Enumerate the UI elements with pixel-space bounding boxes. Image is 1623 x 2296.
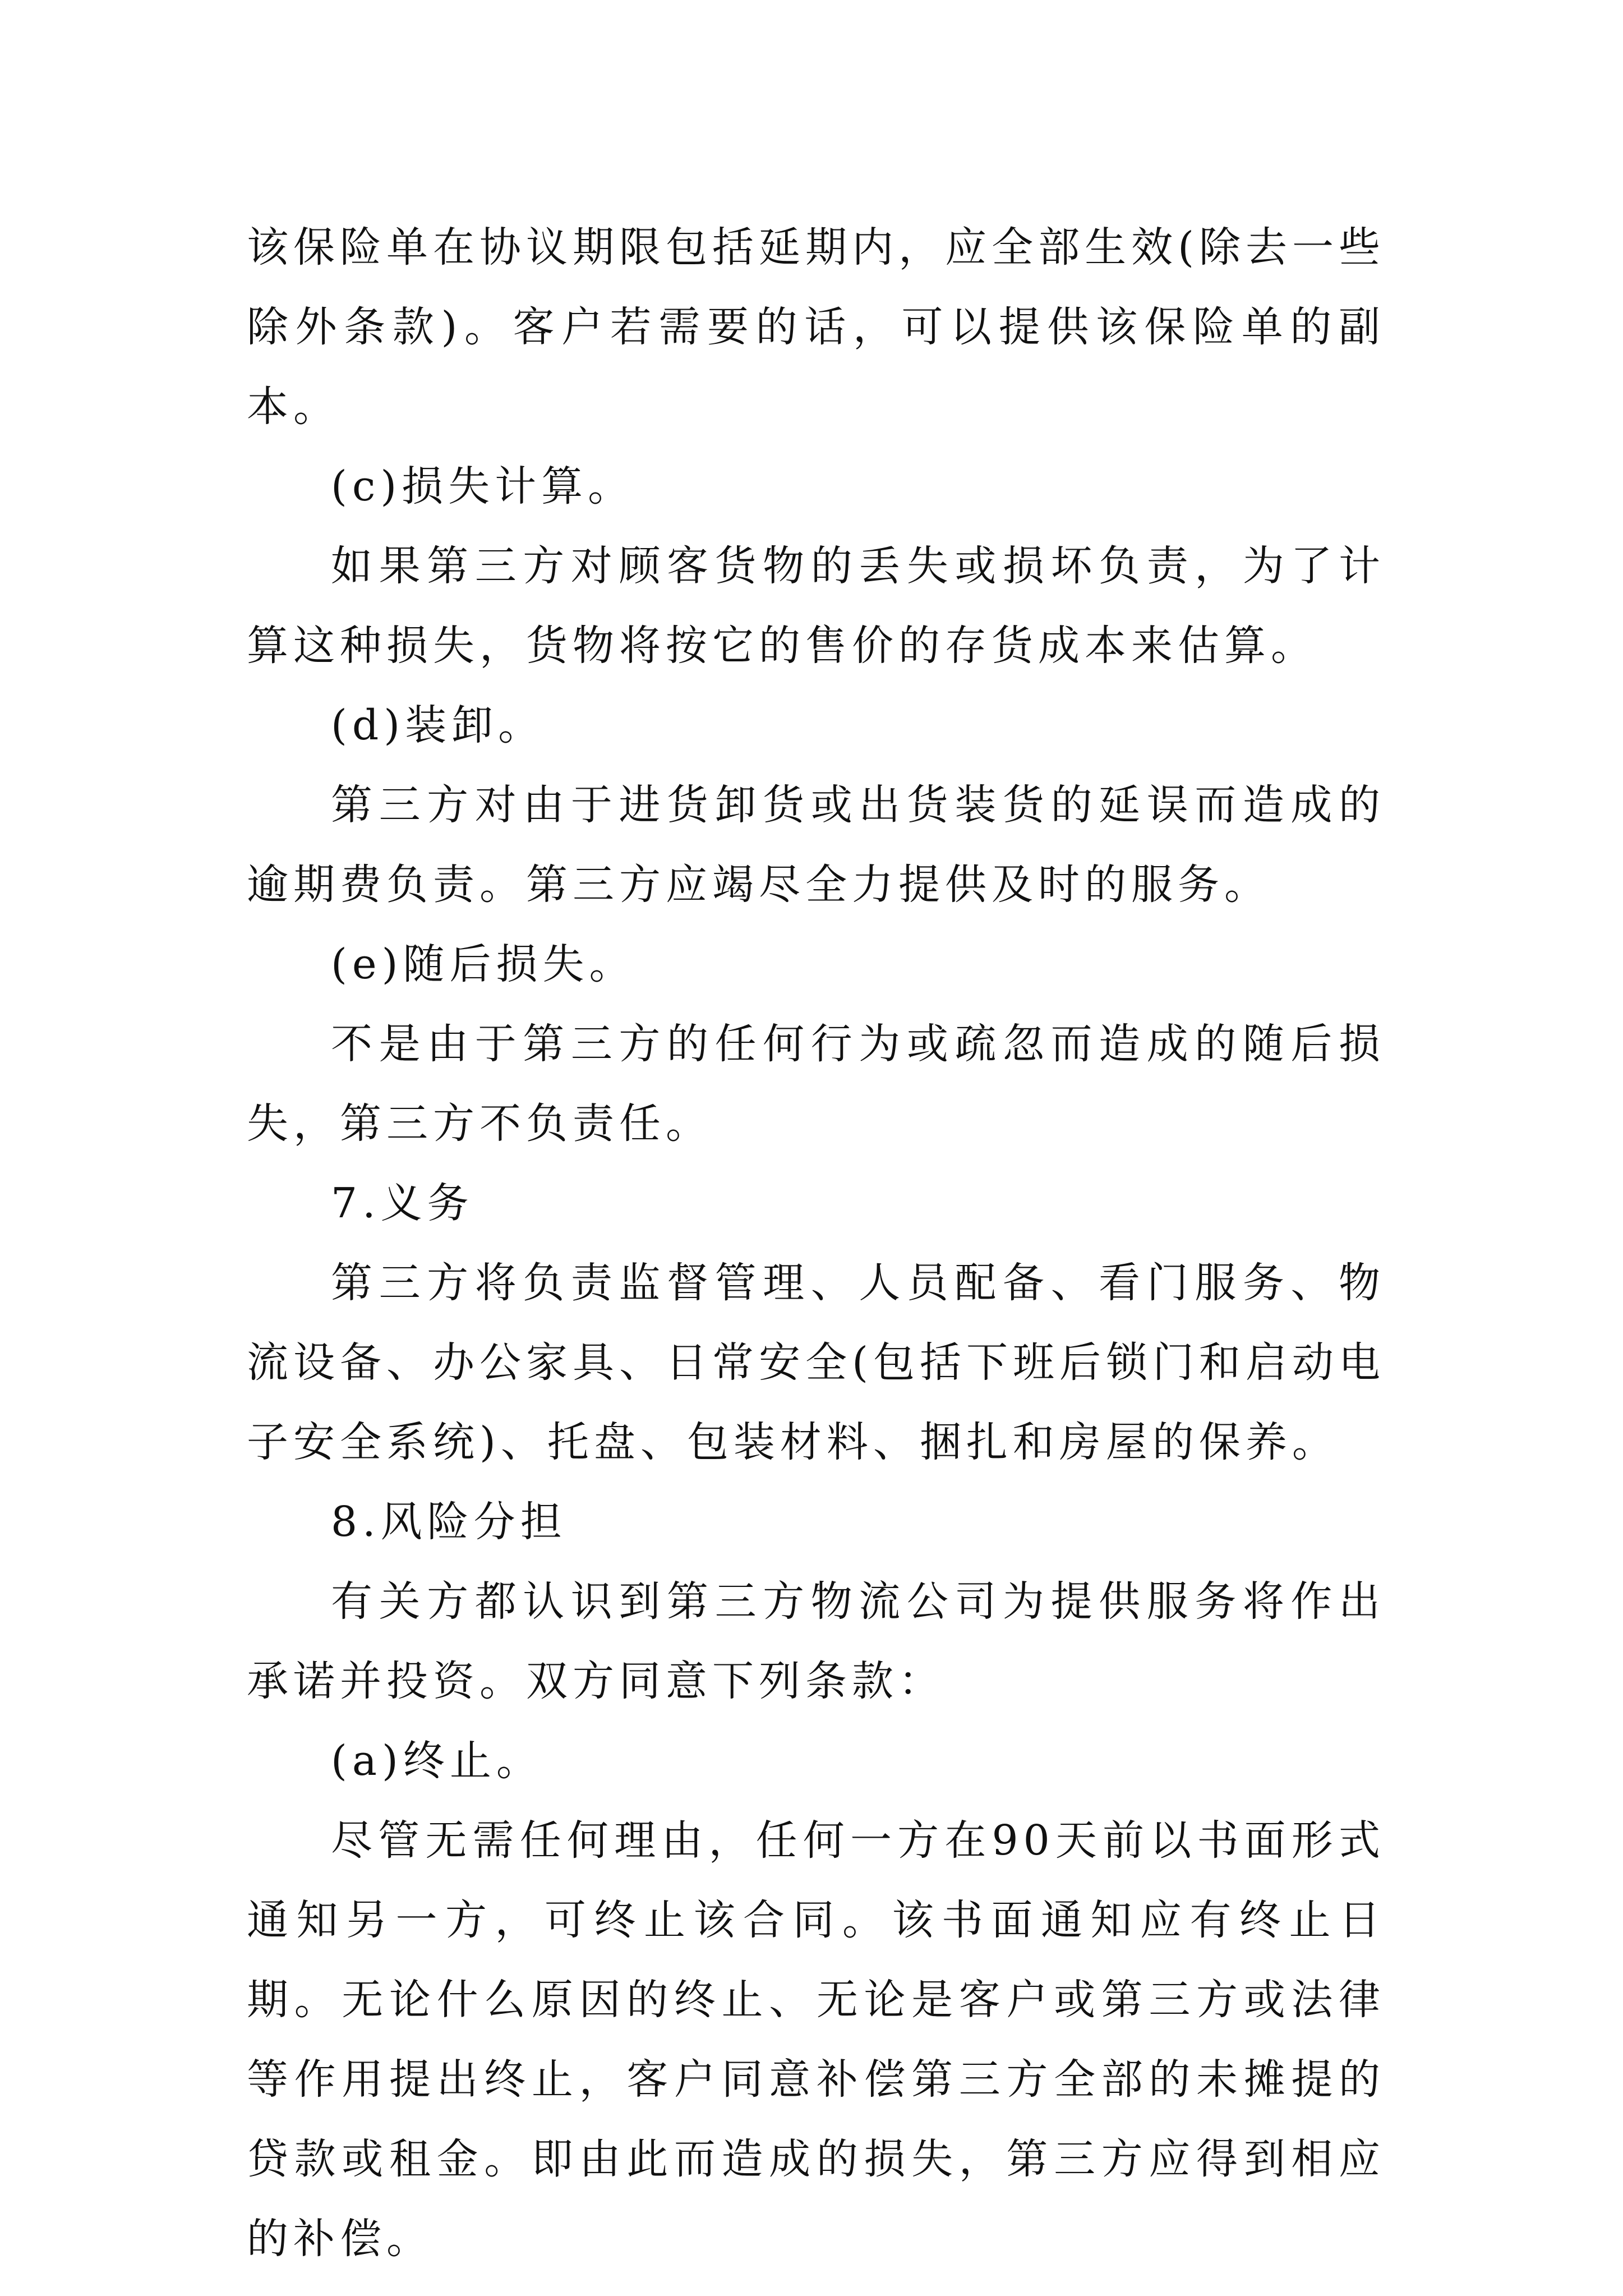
document-body — [247, 208, 1385, 2279]
heading-consequential-loss: (e)随后损失。 — [331, 940, 636, 988]
paragraph-consequential-loss: 不是由于第三方的任何行为或疏忽而造成的随后损失，第三方不负责任。 — [247, 1020, 1385, 1148]
heading-loss-calculation: (c)损失计算。 — [331, 462, 635, 510]
paragraph-insurance-validity: 该保险单在协议期限包括延期内，应全部生效(除去一些除外条款)。客户若需要的话，可以提供该保险单的副本。 — [247, 223, 1385, 431]
paragraph-loss-calculation: 如果第三方对顾客货物的丢失或损坏负责，为了计算这种损失，货物将按它的售价的存货成本来估算。 — [247, 542, 1385, 670]
heading-obligations: 7.义务 — [331, 1179, 474, 1227]
heading-risk-sharing: 8.风险分担 — [331, 1498, 567, 1546]
paragraph-obligations: 第三方将负责监督管理、人员配备、看门服务、物流设备、办公家具、日常安全(包括下班后锁门和启动电子安全系统)、托盘、包装材料、捆扎和房屋的保养。 — [247, 1259, 1385, 1466]
heading-loading-unloading: (d)装卸。 — [331, 701, 545, 749]
paragraph-termination: 尽管无需任何理由，任何一方在90天前以书面形式通知另一方，可终止该合同。该书面通知应有终止日期。无论什么原因的终止、无论是客户或第三方或法律等作用提出终止，客户同意补偿第三方全部的未摊提的贷款或租金。即由此而造成的损失，第三方应得到相应的补偿。 — [247, 1816, 1385, 2263]
heading-termination: (a)终止。 — [331, 1737, 543, 1785]
paragraph-risk-sharing: 有关方都认识到第三方物流公司为提供服务将作出承诺并投资。双方同意下列条款： — [247, 1577, 1385, 1705]
paragraph-loading-unloading: 第三方对由于进货卸货或出货装货的延误而造成的逾期费负责。第三方应竭尽全力提供及时的服务。 — [247, 781, 1385, 909]
